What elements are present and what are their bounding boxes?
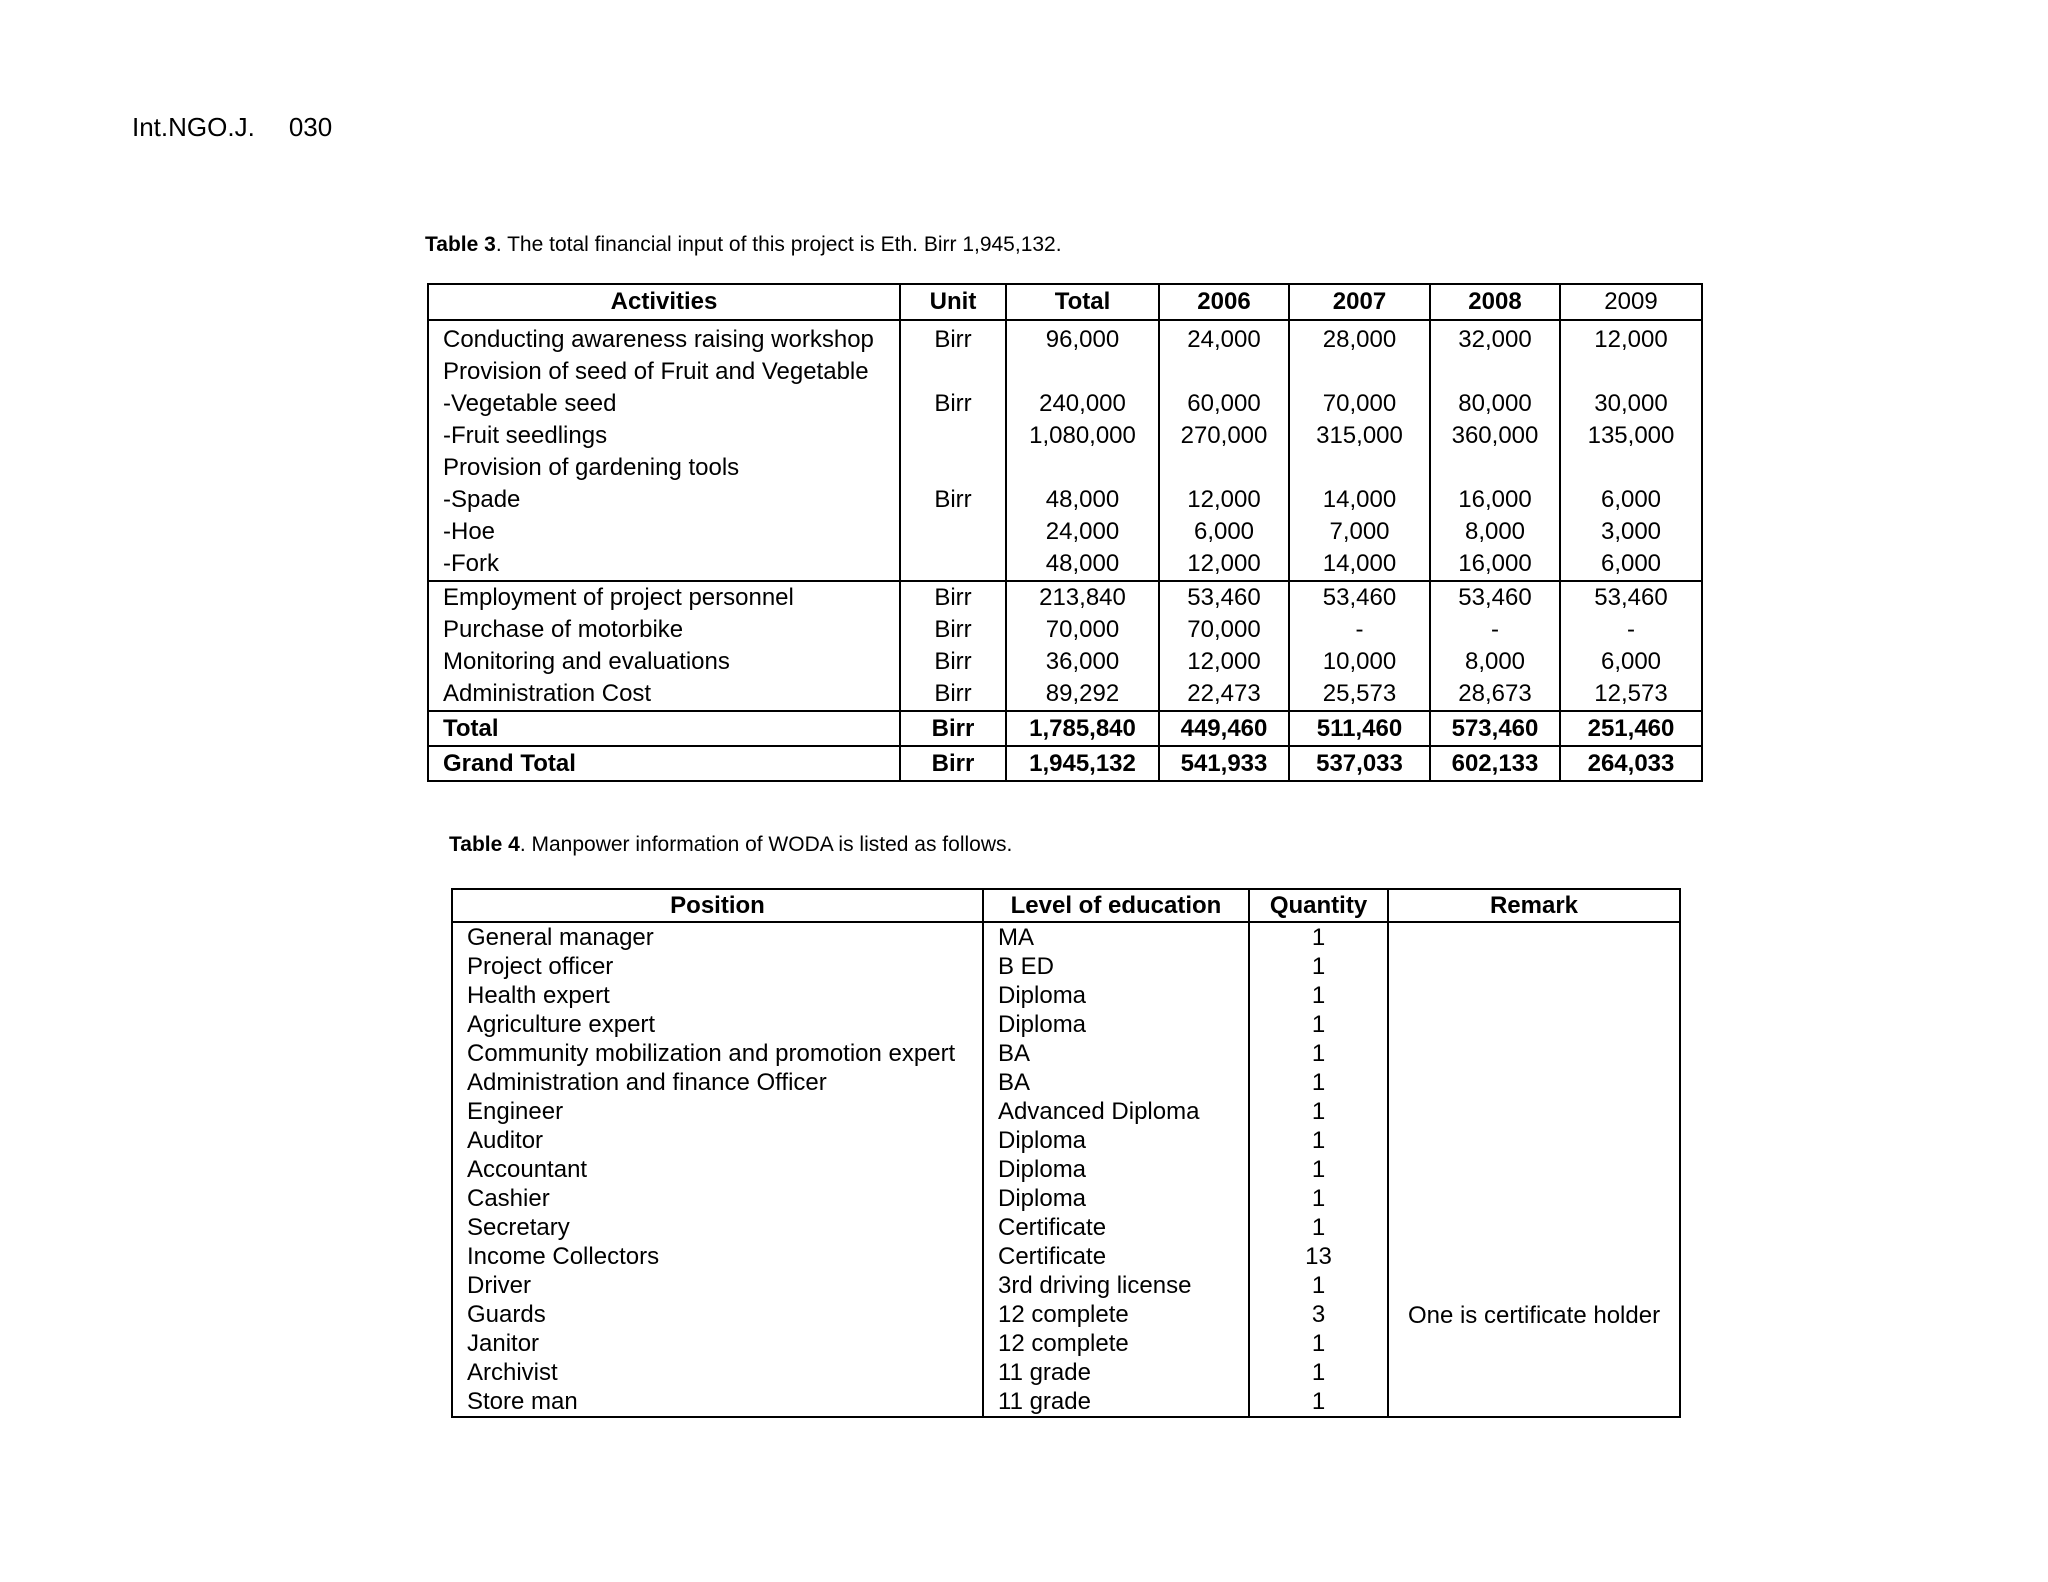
cell-position: Project officer [452,952,983,981]
cell-position: Income Collectors [452,1242,983,1271]
cell-2006: 449,460 [1159,711,1289,746]
cell-education: Diploma [983,981,1249,1010]
cell-position: Administration and finance Officer [452,1068,983,1097]
cell-position: General manager [452,922,983,952]
remark-cell [1388,922,1680,1417]
cell-2009: 135,000 [1560,420,1702,452]
cell-unit: Birr [900,746,1006,781]
cell-2008: 8,000 [1430,646,1560,678]
total-row [428,711,1702,746]
cell-education: 11 grade [983,1358,1249,1387]
cell-unit: Birr [900,614,1006,646]
cell-education: Certificate [983,1242,1249,1271]
table-row [428,646,1702,678]
column-header: 2007 [1289,284,1430,320]
cell-total: 240,000 [1006,388,1159,420]
cell-2006: 53,460 [1159,581,1289,614]
column-header: 2008 [1430,284,1560,320]
cell-education: Diploma [983,1010,1249,1039]
cell-2007: 28,000 [1289,320,1430,356]
table4-caption [449,833,1012,857]
table-row [428,356,1702,388]
table-row [428,678,1702,711]
cell-total: 24,000 [1006,516,1159,548]
cell-2006: 60,000 [1159,388,1289,420]
cell-total: 48,000 [1006,484,1159,516]
cell-2009: 6,000 [1560,646,1702,678]
cell-unit [900,452,1006,484]
cell-activity: Employment of project personnel [428,581,900,614]
cell-quantity: 1 [1249,1155,1388,1184]
column-header: Position [452,889,983,922]
cell-2008: 28,673 [1430,678,1560,711]
cell-2007: 537,033 [1289,746,1430,781]
column-header: 2009 [1560,284,1702,320]
cell-total: 89,292 [1006,678,1159,711]
cell-position: Health expert [452,981,983,1010]
cell-total: 1,080,000 [1006,420,1159,452]
remark-text: One is certificate holder [1407,1302,1661,1329]
cell-activity: Provision of seed of Fruit and Vegetable [428,356,900,388]
cell-2009 [1560,452,1702,484]
cell-unit [900,548,1006,581]
grand-total-row [428,746,1702,781]
column-header: Remark [1388,889,1680,922]
cell-2007: 53,460 [1289,581,1430,614]
cell-position: Auditor [452,1126,983,1155]
cell-2009: 12,573 [1560,678,1702,711]
cell-2006: 70,000 [1159,614,1289,646]
cell-2008 [1430,452,1560,484]
cell-quantity: 1 [1249,1126,1388,1155]
cell-2008: 573,460 [1430,711,1560,746]
cell-position: Agriculture expert [452,1010,983,1039]
table-row [428,452,1702,484]
cell-unit: Birr [900,388,1006,420]
journal-name: Int.NGO.J. [132,112,255,142]
cell-quantity: 1 [1249,1068,1388,1097]
cell-quantity: 1 [1249,922,1388,952]
cell-2008: 8,000 [1430,516,1560,548]
cell-2008: 360,000 [1430,420,1560,452]
cell-quantity: 1 [1249,1184,1388,1213]
cell-position: Driver [452,1271,983,1300]
cell-activity: -Vegetable seed [428,388,900,420]
cell-quantity: 1 [1249,1010,1388,1039]
table-row [428,516,1702,548]
cell-2007: 511,460 [1289,711,1430,746]
cell-activity: Total [428,711,900,746]
cell-position: Accountant [452,1155,983,1184]
financial-input-table [427,283,1703,782]
cell-2007 [1289,356,1430,388]
cell-unit: Birr [900,678,1006,711]
column-header: Unit [900,284,1006,320]
cell-total [1006,452,1159,484]
cell-2009: - [1560,614,1702,646]
cell-education: Certificate [983,1213,1249,1242]
table3-caption-text: . The total financial input of this project is Eth. Birr 1,945,132. [495,233,1062,256]
cell-2007: 315,000 [1289,420,1430,452]
table-row [428,420,1702,452]
cell-unit: Birr [900,581,1006,614]
cell-2006: 12,000 [1159,484,1289,516]
cell-2006: 12,000 [1159,548,1289,581]
cell-unit [900,420,1006,452]
cell-education: 3rd driving license [983,1271,1249,1300]
table3-caption [425,233,1062,257]
cell-activity: -Fork [428,548,900,581]
cell-2006: 12,000 [1159,646,1289,678]
running-head [132,112,332,143]
cell-2009: 30,000 [1560,388,1702,420]
cell-2009: 6,000 [1560,484,1702,516]
cell-2006 [1159,356,1289,388]
cell-2008 [1430,356,1560,388]
cell-activity: Provision of gardening tools [428,452,900,484]
cell-quantity: 1 [1249,1358,1388,1387]
cell-activity: -Hoe [428,516,900,548]
table-row [428,320,1702,356]
column-header: Total [1006,284,1159,320]
cell-education: BA [983,1039,1249,1068]
cell-2007: 14,000 [1289,548,1430,581]
cell-education: Diploma [983,1126,1249,1155]
cell-activity: Conducting awareness raising workshop [428,320,900,356]
cell-2008: 16,000 [1430,548,1560,581]
cell-2006: 6,000 [1159,516,1289,548]
cell-total: 1,785,840 [1006,711,1159,746]
cell-quantity: 1 [1249,1271,1388,1300]
column-header: Activities [428,284,900,320]
cell-position: Engineer [452,1097,983,1126]
cell-education: Diploma [983,1155,1249,1184]
cell-2008: 32,000 [1430,320,1560,356]
cell-quantity: 1 [1249,1039,1388,1068]
table-row [428,581,1702,614]
cell-activity: Purchase of motorbike [428,614,900,646]
cell-2008: - [1430,614,1560,646]
cell-total: 213,840 [1006,581,1159,614]
cell-unit: Birr [900,320,1006,356]
table4-caption-label: Table 4 [449,833,520,856]
cell-education: BA [983,1068,1249,1097]
cell-position: Archivist [452,1358,983,1387]
table-row [428,548,1702,581]
cell-quantity: 1 [1249,952,1388,981]
cell-2009: 12,000 [1560,320,1702,356]
cell-2009: 53,460 [1560,581,1702,614]
cell-quantity: 13 [1249,1242,1388,1271]
cell-unit [900,356,1006,388]
cell-2007: 14,000 [1289,484,1430,516]
cell-2007: 70,000 [1289,388,1430,420]
cell-2006: 541,933 [1159,746,1289,781]
cell-quantity: 1 [1249,1387,1388,1417]
cell-2007: 25,573 [1289,678,1430,711]
cell-2009: 251,460 [1560,711,1702,746]
cell-2006: 22,473 [1159,678,1289,711]
cell-position: Janitor [452,1329,983,1358]
cell-quantity: 1 [1249,1213,1388,1242]
cell-quantity: 3 [1249,1300,1388,1329]
manpower-table [451,888,1681,1418]
cell-total: 36,000 [1006,646,1159,678]
cell-quantity: 1 [1249,1329,1388,1358]
cell-position: Guards [452,1300,983,1329]
cell-2009 [1560,356,1702,388]
cell-2006: 270,000 [1159,420,1289,452]
cell-2008: 53,460 [1430,581,1560,614]
table-row [428,388,1702,420]
cell-education: 12 complete [983,1329,1249,1358]
cell-activity: -Spade [428,484,900,516]
column-header: Level of education [983,889,1249,922]
cell-total: 1,945,132 [1006,746,1159,781]
cell-position: Cashier [452,1184,983,1213]
table-row [428,614,1702,646]
cell-2007: - [1289,614,1430,646]
cell-activity: -Fruit seedlings [428,420,900,452]
cell-unit: Birr [900,646,1006,678]
cell-2007: 7,000 [1289,516,1430,548]
cell-position: Community mobilization and promotion expert [452,1039,983,1068]
cell-unit: Birr [900,484,1006,516]
table3-header-row [428,284,1702,320]
cell-quantity: 1 [1249,1097,1388,1126]
cell-2009: 3,000 [1560,516,1702,548]
cell-2008: 80,000 [1430,388,1560,420]
cell-education: 12 complete [983,1300,1249,1329]
cell-education: Diploma [983,1184,1249,1213]
cell-2009: 6,000 [1560,548,1702,581]
cell-2006 [1159,452,1289,484]
cell-total: 96,000 [1006,320,1159,356]
cell-activity: Administration Cost [428,678,900,711]
page-number: 030 [288,112,333,142]
table3-caption-label: Table 3 [425,233,496,256]
cell-unit: Birr [900,711,1006,746]
cell-position: Secretary [452,1213,983,1242]
cell-2009: 264,033 [1560,746,1702,781]
cell-position: Store man [452,1387,983,1417]
cell-activity: Monitoring and evaluations [428,646,900,678]
cell-quantity: 1 [1249,981,1388,1010]
cell-education: B ED [983,952,1249,981]
cell-2006: 24,000 [1159,320,1289,356]
cell-unit [900,516,1006,548]
table-row [428,484,1702,516]
cell-education: Advanced Diploma [983,1097,1249,1126]
cell-2008: 16,000 [1430,484,1560,516]
cell-2007: 10,000 [1289,646,1430,678]
cell-2007 [1289,452,1430,484]
column-header: Quantity [1249,889,1388,922]
cell-total [1006,356,1159,388]
table-row [452,922,1680,952]
cell-education: 11 grade [983,1387,1249,1417]
cell-activity: Grand Total [428,746,900,781]
column-header: 2006 [1159,284,1289,320]
table4-header-row [452,889,1680,922]
cell-total: 70,000 [1006,614,1159,646]
cell-total: 48,000 [1006,548,1159,581]
cell-2008: 602,133 [1430,746,1560,781]
cell-education: MA [983,922,1249,952]
table4-caption-text: . Manpower information of WODA is listed as follows. [519,833,1013,856]
